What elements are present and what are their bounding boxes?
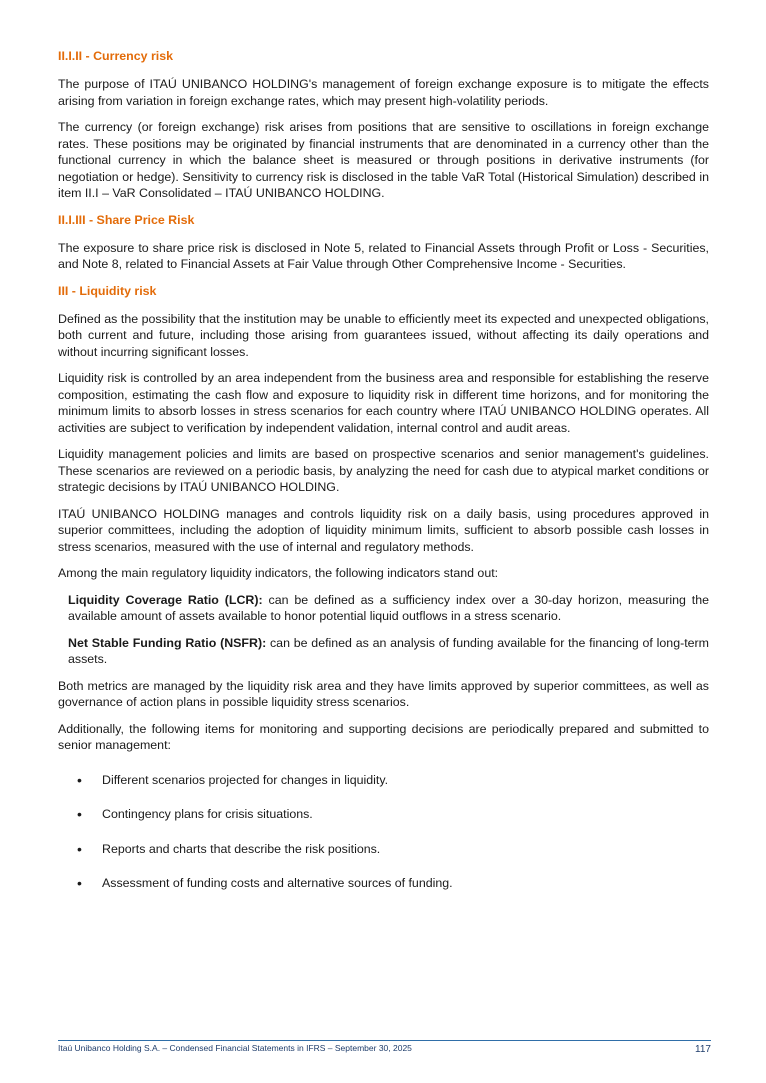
currency-risk-paragraph-1: The purpose of ITAÚ UNIBANCO HOLDING's management of foreign exchange exposure is to mitigate the effects arising from variation in foreign exchange rates, which may present high-volatility periods. bbox=[58, 77, 709, 108]
nsfr-term: Net Stable Funding Ratio (NSFR): bbox=[68, 635, 267, 650]
liquidity-risk-paragraph-2: Liquidity risk is controlled by an area independent from the business area and responsible for establishing the reserve composition, estimating the cash flow and exposure to liquidity risk in different time horizons, and for monitoring the minimum limits to absorb losses in stress scenarios for each country where ITAÚ UNIBANCO HOLDING operates. All activities are subject to verification by independent validation, internal control and audit areas. bbox=[58, 371, 709, 435]
lcr-term: Liquidity Coverage Ratio (LCR): bbox=[68, 592, 263, 607]
liquidity-risk-paragraph-4: ITAÚ UNIBANCO HOLDING manages and controls liquidity risk on a daily basis, using procedures approved in superior committees, including the adoption of liquidity minimum limits, sufficient to absorb possible cash losses in stress scenarios, measured with the use of internal and regulatory methods. bbox=[58, 506, 709, 554]
lcr-text: can be defined as a sufficiency index over a 30-day horizon, measuring the available amount of assets available to honor potential liquid outflows in a stress scenario. bbox=[68, 592, 709, 623]
list-item: • Different scenarios projected for changes in liquidity. bbox=[77, 771, 389, 788]
nsfr-text: can be defined as an analysis of funding available for the financing of long-term assets. bbox=[68, 635, 709, 666]
liquidity-risk-paragraph-6: Both metrics are managed by the liquidity risk area and they have limits approved by superior committees, as well as governance of action plans in possible liquidity stress scenarios. bbox=[58, 678, 709, 709]
liquidity-risk-heading: III - Liquidity risk bbox=[58, 283, 157, 298]
bullet-icon: • bbox=[77, 771, 82, 788]
list-item: • Reports and charts that describe the risk positions. bbox=[77, 840, 381, 857]
liquidity-risk-paragraph-1: Defined as the possibility that the institution may be unable to efficiently meet its expected and unexpected obligations, both current and future, including those arising from guarantees issued, without affecting its daily operations and without incurring significant losses. bbox=[58, 311, 709, 359]
share-price-risk-paragraph-1: The exposure to share price risk is disclosed in Note 5, related to Financial Assets through Profit or Loss - Securities, and Note 8, related to Financial Assets at Fair Value through Other Comprehensive Income - Securities. bbox=[58, 240, 709, 271]
currency-risk-heading: II.I.II - Currency risk bbox=[58, 49, 174, 63]
liquidity-risk-paragraph-5: Among the main regulatory liquidity indicators, the following indicators stand out: bbox=[58, 566, 499, 580]
footer-text: Itaú Unibanco Holding S.A. – Condensed Financial Statements in IFRS – September 30, 2025 bbox=[58, 1043, 412, 1053]
lcr-definition bbox=[68, 592, 709, 625]
share-price-risk-heading: II.I.III - Share Price Risk bbox=[58, 212, 195, 227]
monitoring-items-list bbox=[58, 772, 709, 892]
document-page bbox=[58, 48, 709, 910]
liquidity-risk-paragraph-7: Additionally, the following items for monitoring and supporting decisions are periodically prepared and submitted to senior management: bbox=[58, 721, 709, 752]
bullet-icon: • bbox=[77, 840, 82, 857]
bullet-icon: • bbox=[77, 875, 82, 891]
currency-risk-paragraph-2: The currency (or foreign exchange) risk arises from positions that are sensitive to oscillations in foreign exchange rates. These positions may be originated by financial instruments that are denominated in a currency other than the functional currency in which the balance sheet is measured or through positions in derivative instruments (for negotiation or hedge). Sensitivity to currency risk is disclosed in the table VaR Total (Historical Simulation) described in item II.I – VaR Consolidated – ITAÚ UNIBANCO HOLDING. bbox=[58, 120, 709, 200]
page-number: 117 bbox=[695, 1044, 711, 1055]
bullet-icon: • bbox=[77, 806, 82, 822]
liquidity-risk-paragraph-3: Liquidity management policies and limits are based on prospective scenarios and senior management's guidelines. These scenarios are reviewed on a periodic basis, by analyzing the need for cash due to atypical market conditions or strategic decisions by ITAÚ UNIBANCO HOLDING. bbox=[58, 447, 709, 494]
page-footer bbox=[58, 1040, 711, 1053]
nsfr-definition bbox=[68, 635, 709, 668]
list-item: • Assessment of funding costs and alternative sources of funding. bbox=[77, 875, 453, 891]
list-item: • Contingency plans for crisis situations. bbox=[77, 806, 313, 822]
